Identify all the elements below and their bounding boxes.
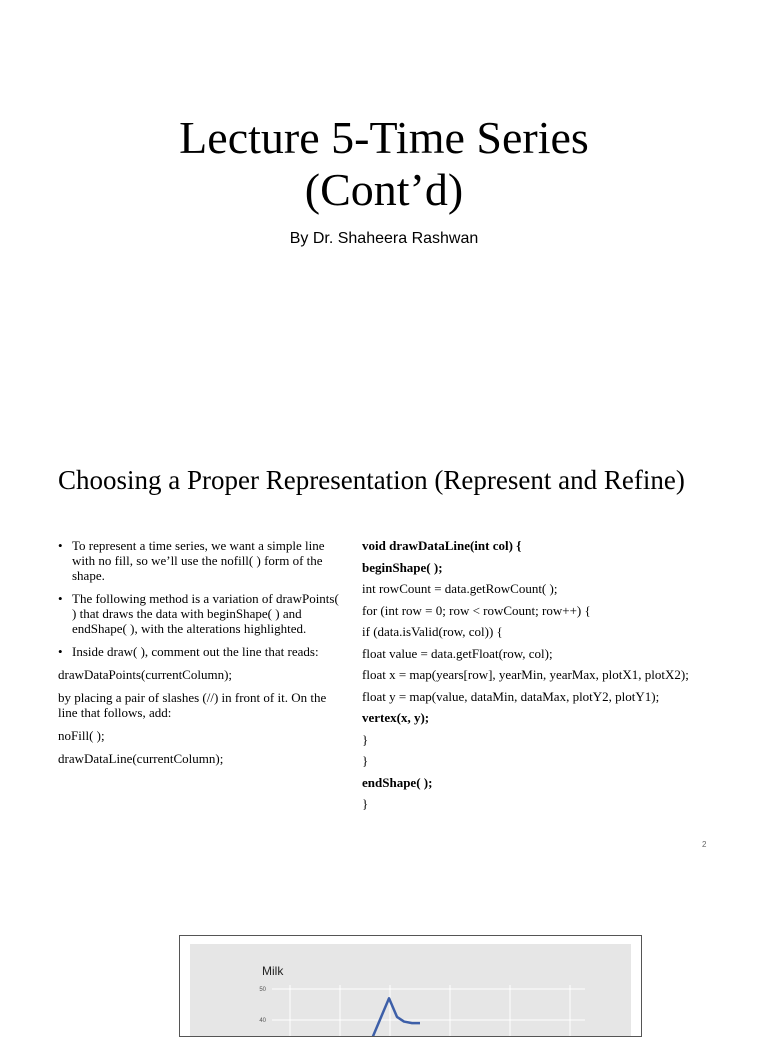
code-line: float value = data.getFloat(row, col); [362,645,553,661]
bullet-item [58,644,343,659]
code-line: for (int row = 0; row < rowCount; row++) { [362,602,591,618]
chart-background [190,944,631,1036]
code-line: beginShape( ); [362,559,443,575]
code-line: int rowCount = data.getRowCount( ); [362,581,558,596]
bullet-icon: • [58,538,63,553]
title-line-2: (Cont’d) [304,164,464,215]
slide-2 [0,440,768,870]
bullet-text: To represent a time series, we want a simple line with no fill, so we’ll use the nofill( ) form of the shape. [72,538,325,583]
chart-title: Milk [262,964,284,978]
code-line: } [362,731,369,747]
milk-series-line [362,998,420,1036]
slide-title [0,112,768,216]
milk-chart [190,944,631,1036]
slide-2-title: Choosing a Proper Representation (Represent and Refine) [58,465,685,495]
slide-1 [0,0,768,440]
bullet-list [58,538,343,659]
bullet-item [58,591,343,636]
code-line: vertex(x, y); [362,710,430,725]
left-column [58,538,343,774]
slide-subtitle: By Dr. Shaheera Rashwan [289,230,479,247]
bullet-icon: • [58,591,63,606]
bullet-text: Inside draw( ), comment out the line that reads: [72,644,319,659]
paragraph: by placing a pair of slashes (//) in front of it. On the line that follows, add: [58,690,327,720]
code-line: float x = map(years[row], yearMin, yearMax, plotX1, plotX2); [362,667,689,682]
y-tick-label: 40 [259,1018,266,1024]
code-line: float y = map(value, dataMin, dataMax, plotY2, plotY1); [362,688,660,704]
y-tick-label: 50 [259,987,266,993]
slide-3 [0,870,768,1024]
bullet-item [58,538,343,583]
paragraph: noFill( ); [58,728,105,743]
code-line: void drawDataLine(int col) { [362,538,522,553]
code-line: } [362,796,369,811]
title-line-1: Lecture 5-Time Series [179,112,589,163]
paragraph: drawDataPoints(currentColumn); [58,667,233,682]
code-line: if (data.isValid(row, col)) { [362,624,503,639]
chart-frame [179,935,642,1037]
code-line: } [362,753,369,768]
page-number: 2 [702,840,707,849]
bullet-text: The following method is a variation of drawPoints( ) that draws the data with beginShape( ) and endShape( ), with the alterations highlighted. [72,591,339,636]
code-block [362,538,717,818]
code-line: endShape( ); [362,774,433,790]
bullet-icon: • [58,644,63,659]
paragraph: drawDataLine(currentColumn); [58,751,224,766]
